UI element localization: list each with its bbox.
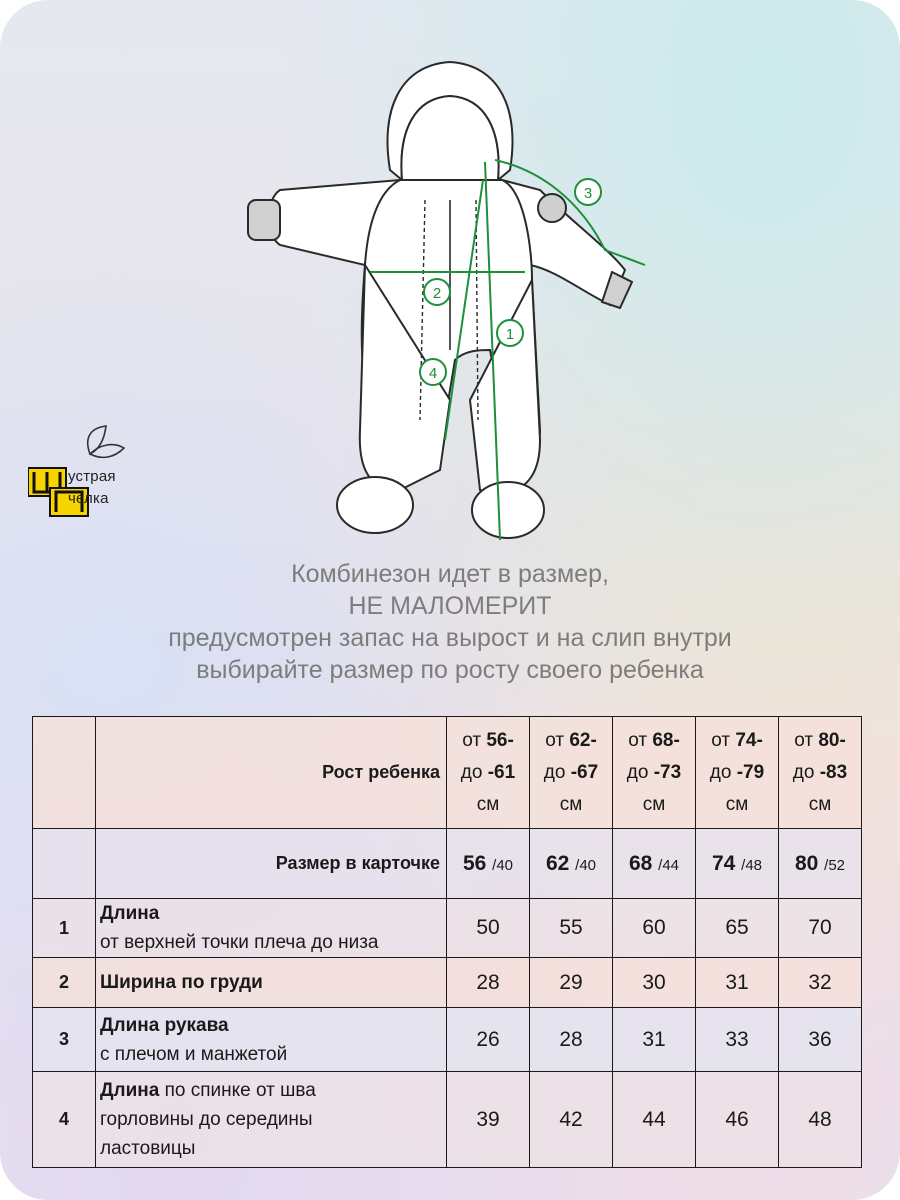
- fit-note-line-2: НЕ МАЛОМЕРИТ: [348, 592, 552, 620]
- size-table: [32, 716, 862, 1168]
- value-cell: 33: [696, 1008, 779, 1072]
- height-cell: от 68- до -73 см: [613, 717, 696, 829]
- fit-note-line-3: предусмотрен запас на вырост и на слип внутри: [168, 624, 732, 652]
- table-row: [33, 958, 862, 1008]
- card-size-cell: 68 /44: [613, 829, 696, 899]
- height-cell: от 62- до -67 см: [530, 717, 613, 829]
- value-cell: 32: [779, 958, 862, 1008]
- value-cell: 44: [613, 1072, 696, 1168]
- row-label: Ширина по груди: [96, 958, 447, 1008]
- card-size-cell: 80 /52: [779, 829, 862, 899]
- table-row: [33, 1072, 862, 1168]
- value-cell: 31: [696, 958, 779, 1008]
- empty-cell: [33, 829, 96, 899]
- value-cell: 70: [779, 899, 862, 958]
- value-cell: 28: [447, 958, 530, 1008]
- value-cell: 65: [696, 899, 779, 958]
- table-row: [33, 899, 862, 958]
- row-number: 2: [33, 958, 96, 1008]
- card-size-label: Размер в карточке: [96, 829, 447, 899]
- fit-note: [0, 558, 900, 686]
- value-cell: 36: [779, 1008, 862, 1072]
- value-cell: 31: [613, 1008, 696, 1072]
- jumpsuit-illustration: [240, 50, 660, 560]
- brand-word-2: челка: [68, 490, 109, 507]
- value-cell: 60: [613, 899, 696, 958]
- card-size-cell: 56 /40: [447, 829, 530, 899]
- value-cell: 55: [530, 899, 613, 958]
- measure-mark-1: 1: [505, 326, 515, 343]
- height-cell: от 80- до -83 см: [779, 717, 862, 829]
- brand-word-1: устрая: [68, 468, 116, 485]
- value-cell: 28: [530, 1008, 613, 1072]
- height-cell: от 56- до -61 см: [447, 717, 530, 829]
- row-number: 3: [33, 1008, 96, 1072]
- measure-mark-4: 4: [428, 365, 438, 382]
- row-label: Длина рукава с плечом и манжетой: [96, 1008, 447, 1072]
- row-label: Длина от верхней точки плеча до низа: [96, 899, 447, 958]
- card-size-cell: 74 /48: [696, 829, 779, 899]
- row-number: 4: [33, 1072, 96, 1168]
- value-cell: 39: [447, 1072, 530, 1168]
- value-cell: 46: [696, 1072, 779, 1168]
- value-cell: 50: [447, 899, 530, 958]
- fit-note-line-4: выбирайте размер по росту своего ребенка: [196, 656, 704, 684]
- value-cell: 42: [530, 1072, 613, 1168]
- measure-mark-3: 3: [583, 185, 593, 202]
- height-row: [33, 717, 862, 829]
- value-cell: 48: [779, 1072, 862, 1168]
- table-row: [33, 1008, 862, 1072]
- fit-note-line-1: Комбинезон идет в размер,: [291, 560, 609, 588]
- row-label: Длина по спинке от шва горловины до середины ластовицы: [96, 1072, 447, 1168]
- row-number: 1: [33, 899, 96, 958]
- measure-mark-2: 2: [432, 285, 442, 302]
- value-cell: 29: [530, 958, 613, 1008]
- empty-cell: [33, 717, 96, 829]
- height-label: Рост ребенка: [96, 717, 447, 829]
- card-size-row: [33, 829, 862, 899]
- value-cell: 30: [613, 958, 696, 1008]
- card-size-cell: 62 /40: [530, 829, 613, 899]
- value-cell: 26: [447, 1008, 530, 1072]
- height-cell: от 74- до -79 см: [696, 717, 779, 829]
